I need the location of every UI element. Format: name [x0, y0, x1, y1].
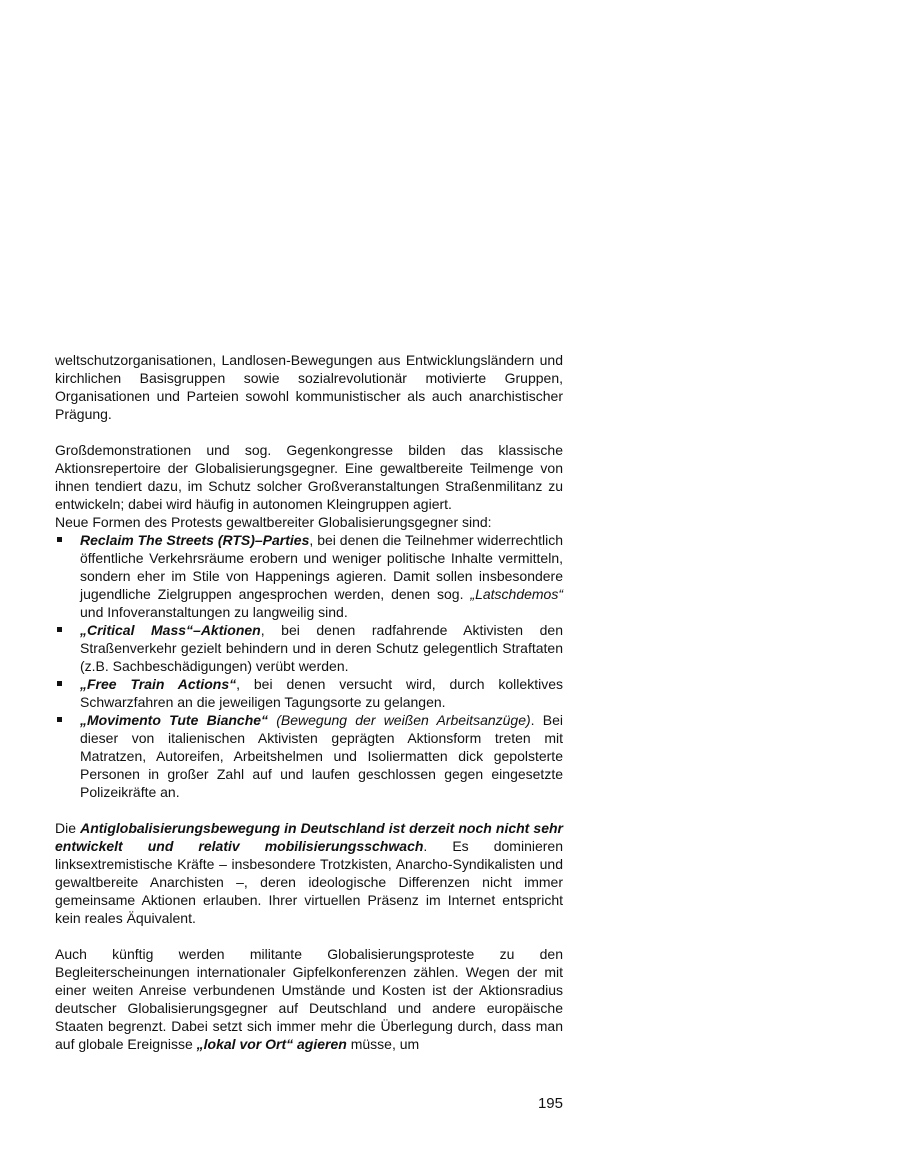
bullet-icon	[57, 627, 62, 632]
bullet-icon	[57, 717, 62, 722]
item-text: und Infoveranstaltungen zu langweilig sind.	[80, 604, 348, 620]
paragraph-4	[55, 819, 563, 927]
protest-forms-list	[55, 531, 563, 801]
page-number: 195	[537, 1095, 563, 1112]
item-text: , bei denen die Teilnehmer widerrechtlich öffentliche Verkehrsräume erobern und weniger politische Inhalte vermitteln, sondern eher im Stile von Happenings agieren. Damit sollen insbesondere jugendliche Zielgruppen angesprochen werden, denen sog.	[80, 532, 563, 602]
paragraph-5	[55, 945, 563, 1053]
item-text: , bei denen radfahrende Aktivisten den Straßenverkehr gezielt behindern und in deren Schutz gelegentlich Straftaten (z.B. Sachbeschädigungen) verübt werden.	[80, 622, 563, 674]
term-critical-mass: „Critical Mass“–Aktionen	[80, 622, 261, 638]
paragraph-2: Großdemonstrationen und sog. Gegenkongresse bilden das klassische Aktionsrepertoire der Globalisierungsgegner. Eine gewaltbereite Teilmenge von ihnen tendiert dazu, im Schutz solcher Großveranstaltungen Straßenmilitanz zu entwickeln; dabei wird häufig in autonomen Kleingruppen agiert.	[55, 442, 563, 512]
paragraph-3: Neue Formen des Protests gewaltbereiter Globalisierungsgegner sind:	[55, 514, 492, 530]
emphasis: „lokal vor Ort“ agieren	[196, 1036, 347, 1052]
emphasis: Antiglobalisierungsbewegung in Deutschland ist derzeit noch nicht sehr entwickelt und relativ mobilisierungsschwach	[55, 820, 563, 854]
page-body	[55, 351, 563, 1053]
list-item	[55, 531, 563, 621]
bullet-icon	[57, 537, 62, 542]
item-text: , bei denen versucht wird, durch kollektives Schwarzfahren an die jeweiligen Tagungsorte zu gelangen.	[80, 676, 563, 710]
term-tute-bianche: „Movimento Tute Bianche“	[80, 712, 269, 728]
para-text: Die	[55, 820, 81, 836]
bullet-icon	[57, 681, 62, 686]
list-item	[55, 621, 563, 675]
item-text: . Bei dieser von italienischen Aktivisten geprägten Aktionsform treten mit Matratzen, Autoreifen, Arbeitshelmen und Isoliermatten dick gepolsterte Personen in großer Zahl auf und laufen geschlossen gegen eingesetzte Polizeikräfte an.	[80, 712, 563, 800]
list-item	[55, 675, 563, 711]
para-text: . Es dominieren linksextremistische Kräfte – insbesondere Trotzkisten, Anarcho-Syndikalisten und gewaltbereite Anarchisten –, deren ideologische Differenzen nicht immer gemeinsame Aktionen erlauben. Ihrer virtuellen Präsenz im Internet entspricht kein reales Äquivalent.	[55, 838, 563, 926]
term-latschdemos: „Latschdemos“	[470, 586, 563, 602]
para-text: Auch künftig werden militante Globalisierungsproteste zu den Begleiterscheinungen internationaler Gipfelkonferenzen zählen. Wegen der mit einer weiten Anreise verbundenen Umstände und Kosten ist der Aktionsradius deutscher Globalisierungsgegner auf Deutschland und andere europäische Staaten begrenzt. Dabei setzt sich immer mehr die Überlegung durch, dass man auf globale Ereignisse	[55, 946, 563, 1052]
para-text: müsse, um	[346, 1036, 420, 1052]
term-free-train: „Free Train Actions“	[80, 676, 237, 692]
term-translation: (Bewegung der weißen Arbeitsanzüge)	[268, 712, 531, 728]
paragraph-1: weltschutzorganisationen, Landlosen-Bewegungen aus Entwicklungsländern und kirchlichen Basisgruppen sowie sozialrevolutionär motivierte Gruppen, Organisationen und Parteien sowohl kommunistischer als auch anarchistischer Prägung.	[55, 352, 563, 422]
list-item	[55, 711, 563, 801]
term-rts: Reclaim The Streets (RTS)–Parties	[80, 532, 310, 548]
